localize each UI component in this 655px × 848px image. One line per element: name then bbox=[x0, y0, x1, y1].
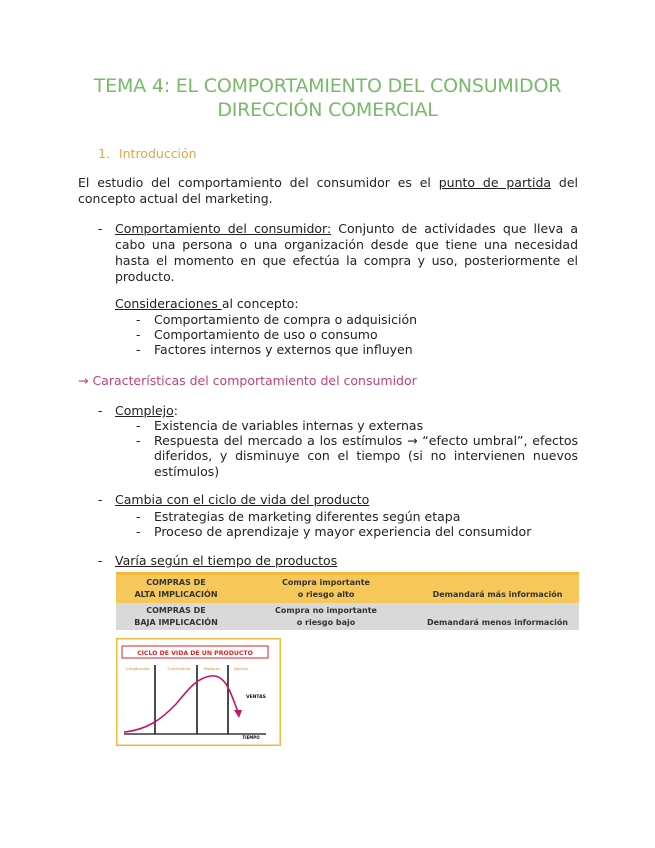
cell-line: o riesgo bajo bbox=[296, 617, 356, 627]
considerations-term: Consideraciones bbox=[115, 296, 222, 311]
varies-term: Varía según el tiempo de productos bbox=[115, 553, 338, 568]
table-cell bbox=[236, 577, 416, 601]
dash-marker: - bbox=[98, 492, 103, 507]
stage-label-3: Declive bbox=[233, 666, 249, 671]
stage-label-2: Madurez bbox=[203, 666, 221, 671]
dash-marker: - bbox=[98, 553, 103, 568]
characteristics-heading: → Características del comportamiento del consumidor bbox=[78, 373, 417, 388]
list-item-text: Factores internos y externos que influyen bbox=[154, 342, 413, 358]
table-row bbox=[116, 603, 579, 630]
list-item-text: Proceso de aprendizaje y mayor experiencia del consumidor bbox=[154, 524, 532, 540]
varies-bullet bbox=[98, 553, 578, 569]
lifecycle-list bbox=[136, 509, 578, 539]
table-cell bbox=[236, 605, 416, 629]
table-cell bbox=[116, 577, 236, 601]
definition-term: Comportamiento del consumidor: bbox=[115, 221, 332, 236]
intro-text-start: El estudio del comportamiento del consumidor es el bbox=[78, 175, 439, 190]
section-heading bbox=[98, 146, 197, 161]
intro-text-end: del concepto actual del marketing. bbox=[78, 175, 578, 206]
table-cell: Demandará más información bbox=[432, 590, 563, 599]
cell-line: BAJA IMPLICACIÓN bbox=[134, 617, 218, 627]
list-item: - Estrategias de marketing diferentes según etapa bbox=[136, 509, 461, 524]
intro-underlined: punto de partida bbox=[438, 175, 552, 190]
considerations-list bbox=[136, 312, 578, 358]
list-item-text: Respuesta del mercado a los estímulos → “efecto umbral”, efectos diferidos, y disminuye con el tiempo (si no intervienen nuevos estímulos) bbox=[154, 433, 578, 479]
list-item: - Comportamiento de uso o consumo bbox=[136, 327, 378, 343]
cell-line: ALTA IMPLICACIÓN bbox=[134, 590, 218, 599]
dash-marker: - bbox=[98, 221, 103, 236]
table-cell bbox=[116, 605, 236, 629]
list-item-text: Comportamiento de compra o adquisición bbox=[154, 312, 418, 327]
dash-marker: - bbox=[98, 403, 103, 418]
complex-list bbox=[136, 418, 578, 479]
complex-term: Complejo bbox=[115, 403, 174, 418]
stage-label-0: Introducción bbox=[126, 666, 150, 671]
table-row bbox=[116, 575, 579, 603]
chart-title: CICLO DE VIDA DE UN PRODUCTO bbox=[137, 650, 253, 657]
x-axis-label: TIEMPO bbox=[242, 735, 260, 740]
cell-line: o riesgo alto bbox=[297, 590, 355, 599]
series-label: VENTAS bbox=[246, 695, 266, 700]
lifecycle-bullet bbox=[98, 492, 578, 508]
list-item: - Respuesta del mercado a los estímulos → “efecto umbral”, efectos diferidos, y disminuye con el tiempo (si no intervienen nuevos estímulos) bbox=[136, 433, 578, 479]
lifecycle-term: Cambia con el ciclo de vida del producto bbox=[115, 492, 370, 507]
list-item-text: Existencia de variables internas y externas bbox=[154, 418, 424, 433]
product-lifecycle-chart bbox=[116, 638, 281, 746]
list-item-text: Estrategias de marketing diferentes según etapa bbox=[154, 509, 461, 524]
section-number: 1. bbox=[98, 146, 110, 161]
cell-line: COMPRAS DE bbox=[146, 578, 206, 587]
definition-bullet bbox=[98, 221, 578, 285]
table-cell: Demandará menos información bbox=[426, 617, 569, 627]
page-title-line1: TEMA 4: EL COMPORTAMIENTO DEL CONSUMIDOR bbox=[93, 75, 562, 97]
page-title-line2: DIRECCIÓN COMERCIAL bbox=[217, 99, 438, 121]
definition-text: Conjunto de actividades que lleva a cabo una persona o una organización desde que tiene una necesidad hasta el momento en que efectúa la compra y uso, posteriormente el producto. bbox=[115, 221, 578, 284]
cell-line: Compra no importante bbox=[275, 605, 377, 615]
list-item: - Existencia de variables internas y externas bbox=[136, 418, 424, 433]
cell-line: Compra importante bbox=[282, 578, 370, 587]
considerations-text: al concepto: bbox=[221, 296, 299, 311]
complex-colon: : bbox=[173, 403, 178, 418]
intro-paragraph bbox=[78, 175, 578, 207]
stage-label-1: Crecimiento bbox=[167, 666, 191, 671]
complex-bullet bbox=[98, 403, 578, 419]
list-item: - Proceso de aprendizaje y mayor experiencia del consumidor bbox=[136, 524, 532, 540]
list-item: - Comportamiento de compra o adquisición bbox=[136, 312, 418, 327]
considerations-heading bbox=[98, 296, 578, 312]
involvement-table bbox=[116, 572, 579, 630]
list-item-text: Comportamiento de uso o consumo bbox=[154, 327, 378, 343]
list-item: - Factores internos y externos que influyen bbox=[136, 342, 413, 358]
section-label: Introducción bbox=[118, 146, 197, 161]
cell-line: COMPRAS DE bbox=[146, 605, 206, 615]
